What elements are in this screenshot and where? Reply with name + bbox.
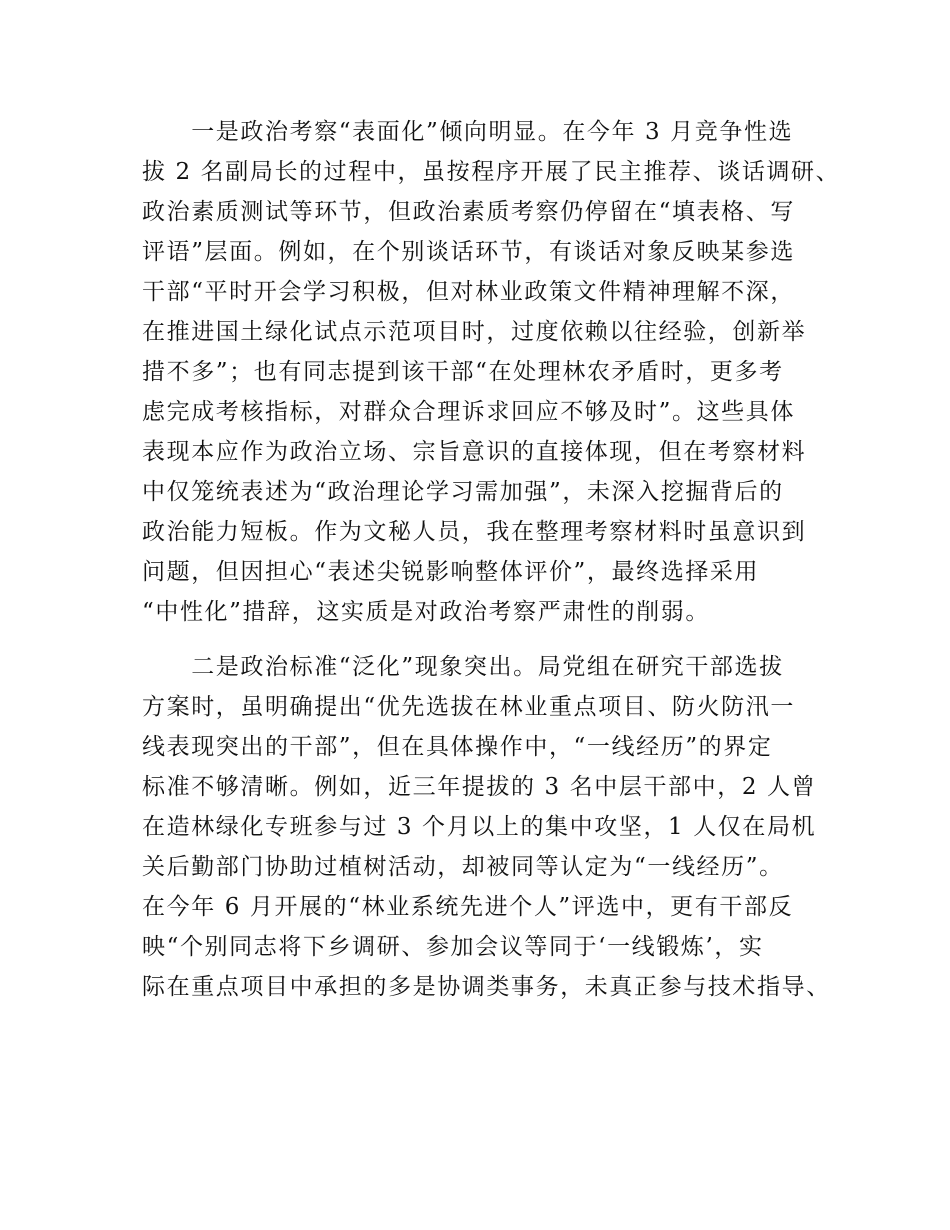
paragraph-political-standards — [142, 647, 831, 1007]
text-line: 在推进国土绿化试点示范项目时，过度依赖以往经验，创新举 — [142, 319, 807, 345]
text-line: 际在重点项目中承担的多是协调类事务，未真正参与技术指导、 — [142, 974, 831, 1000]
text-line: 在造林绿化专班参与过 3 个月以上的集中攻坚，1 人仅在局机 — [142, 814, 817, 840]
paragraph-spacer — [142, 632, 822, 647]
document-body — [142, 112, 841, 1007]
text-line: 虑完成考核指标，对群众合理诉求回应不够及时”。这些具体 — [142, 399, 795, 425]
text-line: 二是政治标准“泛化”现象突出。局党组在研究干部选拔 — [142, 654, 784, 680]
paragraph-political-inspection — [142, 112, 841, 632]
text-line: 政治能力短板。作为文秘人员，我在整理考察材料时虽意识到 — [142, 519, 807, 545]
text-line: 表现本应作为政治立场、宗旨意识的直接体现，但在考察材料 — [142, 439, 807, 465]
text-line: 政治素质测试等环节，但政治素质考察仍停留在“填表格、写 — [142, 199, 795, 225]
text-line: 干部“平时开会学习积极，但对林业政策文件精神理解不深， — [142, 279, 795, 305]
text-line: 评语”层面。例如，在个别谈话环节，有谈话对象反映某参选 — [142, 239, 795, 265]
text-line: 映“个别同志将下乡调研、参加会议等同于‘一线锻炼’，实 — [142, 934, 764, 960]
text-line: “中性化”措辞，这实质是对政治考察严肃性的削弱。 — [142, 599, 710, 625]
text-line: 措不多”；也有同志提到该干部“在处理林农矛盾时，更多考 — [142, 359, 784, 385]
text-line: 关后勤部门协助过植树活动，却被同等认定为“一线经历”。 — [142, 854, 784, 880]
text-line: 中仅笼统表述为“政治理论学习需加强”，未深入挖掘背后的 — [142, 479, 784, 505]
text-line: 一是政治考察“表面化”倾向明显。在今年 3 月竞争性选 — [142, 119, 794, 145]
text-line: 拔 2 名副局长的过程中，虽按程序开展了民主推荐、谈话调研、 — [142, 159, 841, 185]
text-line: 线表现突出的干部”，但在具体操作中，“一线经历”的界定 — [142, 734, 773, 760]
text-line: 问题，但因担心“表述尖锐影响整体评价”，最终选择采用 — [142, 559, 760, 585]
text-line: 方案时，虽明确提出“优先选拔在林业重点项目、防火防汛一 — [142, 694, 795, 720]
text-line: 在今年 6 月开展的“林业系统先进个人”评选中，更有干部反 — [142, 894, 794, 920]
text-line: 标准不够清晰。例如，近三年提拔的 3 名中层干部中，2 人曾 — [142, 774, 817, 800]
